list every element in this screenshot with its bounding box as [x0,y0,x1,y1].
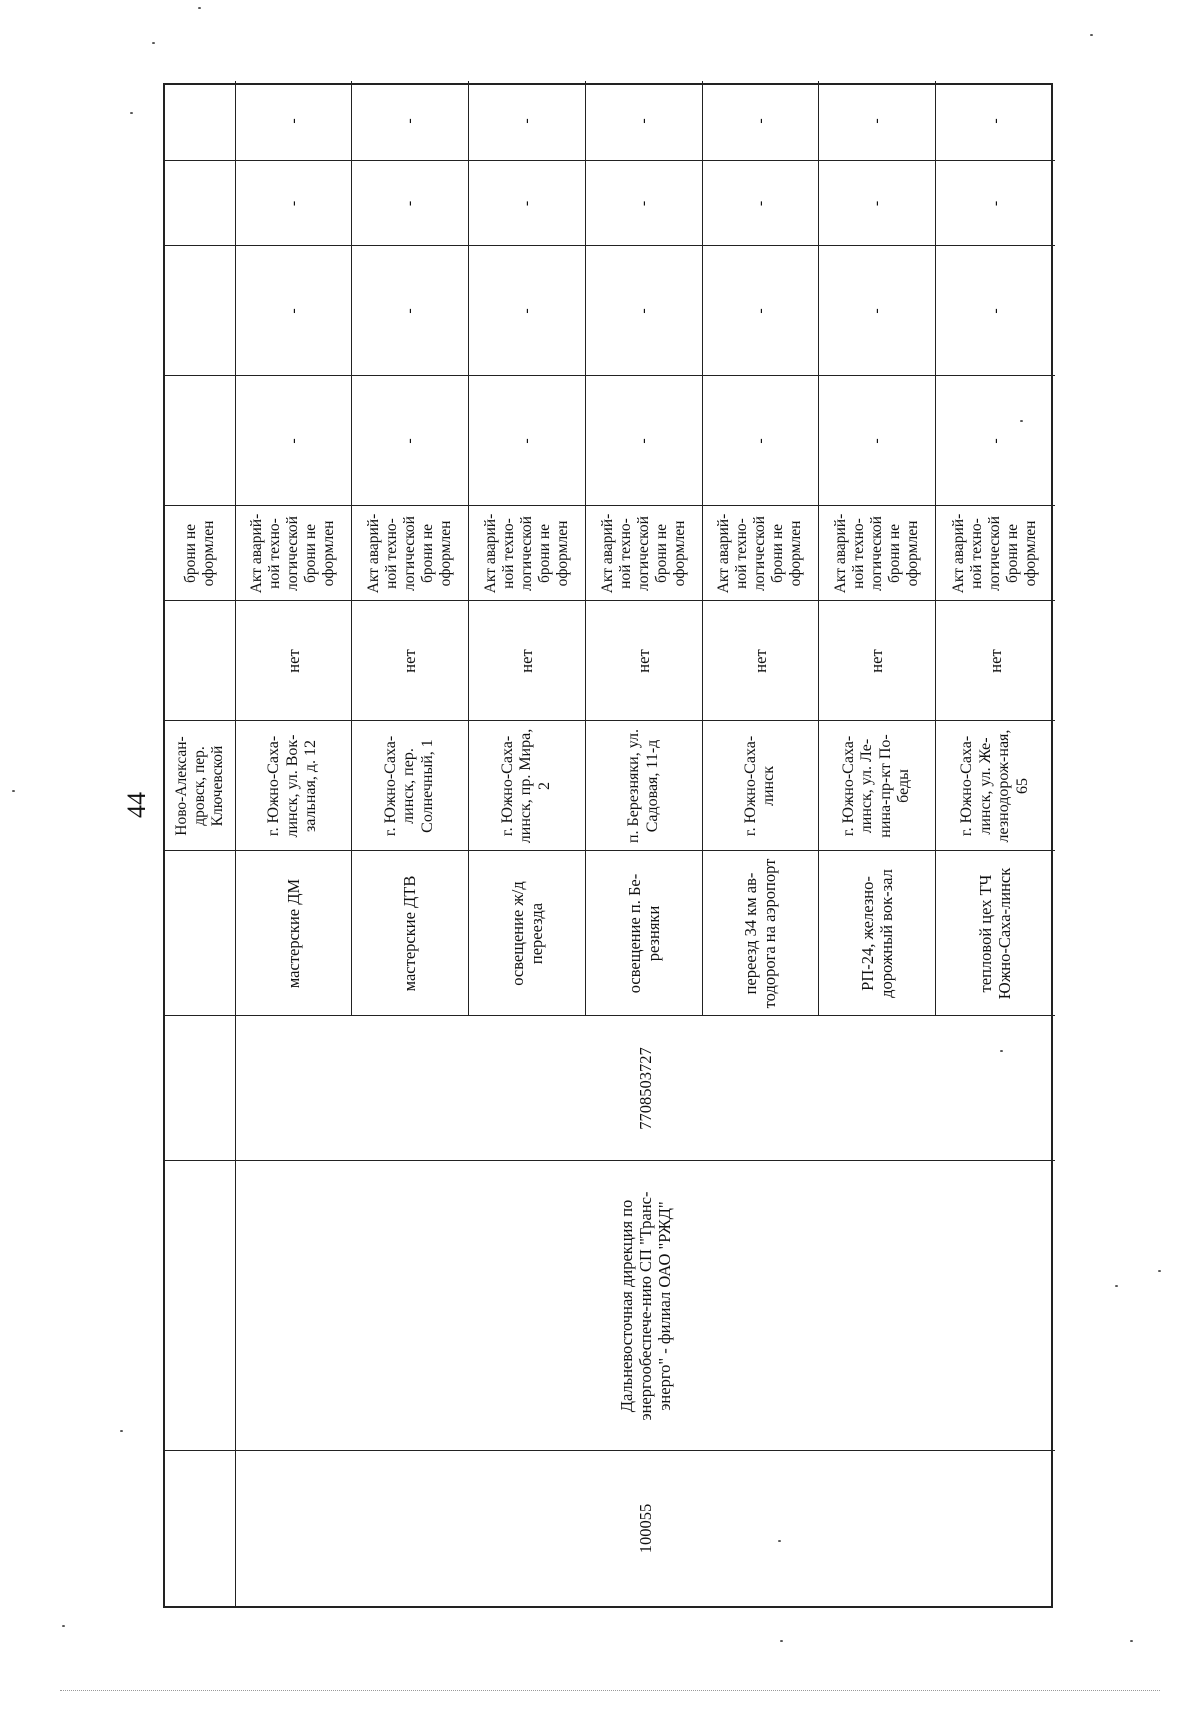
column-divider [165,720,1055,721]
col7-cell: - [986,438,1004,444]
continued-address-cell: Ново-Алексан-дровск, пер. Ключевской [173,736,226,836]
col10-cell: - [986,118,1004,124]
column-divider [165,245,1055,246]
row-divider [351,81,352,1016]
col10-cell: - [401,118,418,124]
header-divider [235,81,236,1606]
act-status-cell: Акт аварий-ной техно-логической брони не оформлен [364,513,454,594]
column-divider [165,1015,1055,1016]
presence-cell: нет [400,649,419,673]
col9-cell: - [751,200,769,207]
col7-cell: - [868,438,885,444]
col8-cell: - [284,308,302,314]
col9-cell: - [635,200,652,207]
scan-speck [1090,34,1093,36]
column-divider [165,505,1055,506]
data-table [163,83,1053,1608]
scan-speck [1130,1640,1133,1642]
col7-cell: - [751,438,769,444]
col7-cell: - [284,438,302,444]
scan-speck [198,7,201,9]
object-name-cell: переезд 34 км ав-тодорога на аэропорт [741,858,779,1009]
col9-cell: - [986,200,1004,207]
object-name-cell: РП-24, железно-дорожный вок-зал [857,869,896,998]
object-address-cell: г. Южно-Саха-линск, пер. Солнечный, 1 [381,735,436,837]
object-name-cell: мастерские ДМ [283,878,303,989]
object-address-cell: г. Южно-Саха-линск, ул. Вок-зальная, д. 12 [265,734,320,838]
act-status-cell: Акт аварий-ной техно-логической брони не оформлен [950,513,1039,594]
act-status-cell: Акт аварий-ной техно-логической брони не оформлен [831,513,921,594]
col10-cell: - [518,118,535,124]
act-status-cell: Акт аварий-ной техно-логической брони не оформлен [715,513,804,594]
presence-cell: нет [634,649,653,673]
col9-cell: - [284,200,302,207]
act-status-cell: Акт аварий-ной техно-логической брони не оформлен [248,513,337,594]
row-divider [585,81,586,1016]
org-name-cell: Дальневосточная дирекция по энергообеспече-нию СП "Транс-энерго" - филиал ОАО "РЖД" [616,1191,674,1421]
col8-cell: - [868,308,885,314]
scan-speck [152,42,155,44]
scan-speck [120,1430,123,1432]
scan-edge-line [60,1690,1160,1691]
org-code-cell: 100055 [635,1503,655,1554]
object-address-cell: г. Южно-Саха-линск, ул. Ле-нина-пр-кт По-беды [839,734,912,838]
col8-cell: - [518,308,535,314]
col9-cell: - [401,200,418,207]
scan-speck [130,112,133,114]
col9-cell: - [518,200,535,207]
scan-speck [1158,1270,1161,1272]
page-number: 44 [122,792,151,818]
object-address-cell: г. Южно-Саха-линск, ул. Же-лезнодорож-ная, 65 [958,729,1031,843]
object-name-cell: тепловой цех ТЧ Южно-Саха-линск [976,867,1014,1000]
scan-speck [1115,1285,1118,1287]
row-divider [468,81,469,1016]
col8-cell: - [986,308,1004,314]
column-divider [165,375,1055,376]
column-divider [165,1450,1055,1451]
col10-cell: - [284,118,302,124]
org-inn-cell: 7708503727 [635,1047,655,1130]
column-divider [165,160,1055,161]
presence-cell: нет [517,649,536,673]
col8-cell: - [401,308,418,314]
col9-cell: - [868,200,885,207]
presence-cell: нет [750,649,770,673]
column-divider [165,850,1055,851]
scan-speck [12,790,15,792]
presence-cell: нет [985,649,1005,673]
col8-cell: - [635,308,652,314]
row-divider [702,81,703,1016]
column-divider [165,1160,1055,1161]
col7-cell: - [401,438,418,444]
col10-cell: - [635,118,652,124]
scan-speck [780,1640,783,1642]
row-divider [818,81,819,1016]
scan-speck [62,1625,65,1627]
act-status-cell: Акт аварий-ной техно-логической брони не оформлен [598,513,688,594]
scan-speck [1020,420,1023,422]
object-address-cell: г. Южно-Саха-линск, пр. Мира, 2 [498,728,553,844]
column-divider [165,600,1055,601]
scan-speck [1000,1050,1003,1052]
col10-cell: - [868,118,885,124]
object-name-cell: освещение ж/д переезда [507,881,546,986]
scan-speck [778,1540,781,1542]
col8-cell: - [751,308,769,314]
object-name-cell: мастерские ДТВ [400,875,419,992]
object-name-cell: освещение п. Бе-резняки [624,873,663,994]
presence-cell: нет [283,649,303,673]
row-divider [935,81,936,1016]
presence-cell: нет [867,649,886,673]
col10-cell: - [751,118,769,124]
object-address-cell: г. Южно-Саха-линск [741,735,777,837]
continued-act-cell: брони не оформлен [182,520,217,587]
col7-cell: - [518,438,535,444]
col7-cell: - [635,438,652,444]
act-status-cell: Акт аварий-ной техно-логической брони не оформлен [481,513,571,594]
object-address-cell: п. Березняки, ул. Садовая, 11-д [625,729,661,844]
